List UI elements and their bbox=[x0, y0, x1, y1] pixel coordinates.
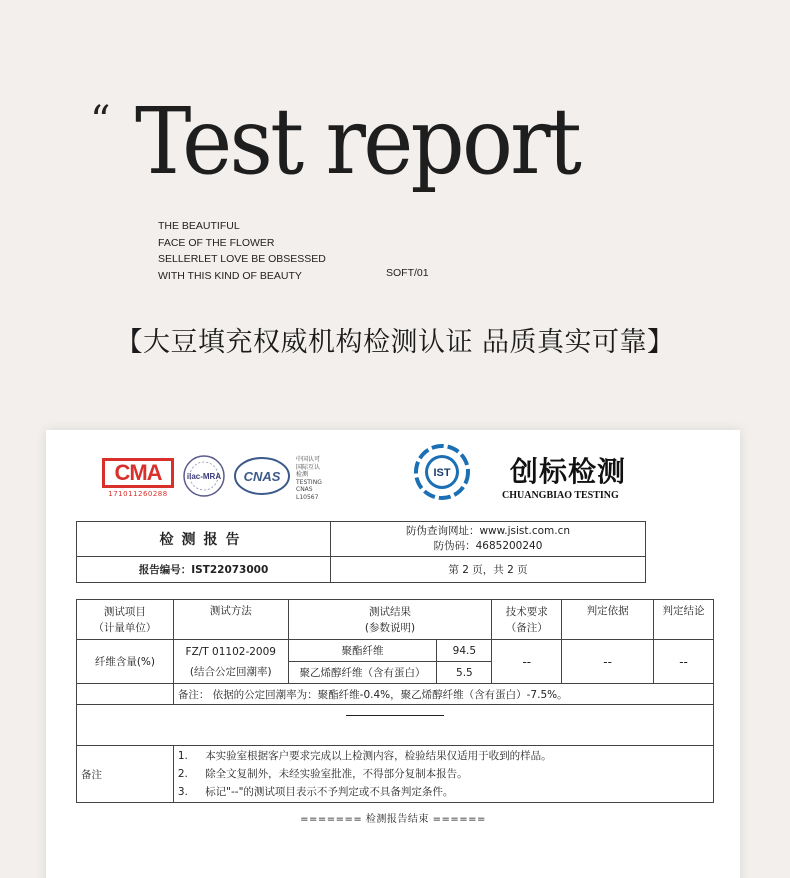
tagline-line: THE BEAUTIFUL bbox=[158, 220, 240, 232]
remarks-list bbox=[173, 746, 713, 803]
method-note: (结合公定回潮率) bbox=[189, 665, 272, 678]
fiber-value: 94.5 bbox=[437, 640, 492, 662]
table-header-row bbox=[77, 600, 714, 640]
quote-mark: “ bbox=[90, 98, 105, 144]
requirement-cell: -- bbox=[492, 640, 562, 684]
report-title: 检测报告 bbox=[77, 522, 331, 557]
remarks-label: 备注 bbox=[77, 746, 174, 803]
cma-mark: CMA bbox=[102, 458, 174, 488]
conclusion-cell: -- bbox=[654, 640, 714, 684]
cnas-caption-line: 国际互认 bbox=[296, 463, 321, 471]
ist-logo bbox=[414, 444, 470, 500]
page-indicator: 第 2 页，共 2 页 bbox=[331, 557, 646, 583]
remarks-row bbox=[77, 746, 714, 803]
header-conclusion: 判定结论 bbox=[654, 600, 714, 640]
cma-number: 171011260288 bbox=[108, 490, 168, 498]
blank-divider bbox=[346, 715, 444, 716]
report-header-table bbox=[76, 521, 646, 583]
header-item bbox=[77, 600, 174, 640]
header-item-label: 测试项目 bbox=[103, 605, 146, 618]
header-result bbox=[288, 600, 492, 640]
remark-item bbox=[174, 747, 713, 765]
fiber-name: 聚酯纤维 bbox=[288, 640, 437, 662]
cnas-logo bbox=[233, 456, 291, 496]
report-paper bbox=[46, 430, 740, 878]
remark-number: 2. bbox=[177, 768, 188, 780]
cnas-text: CNAS bbox=[243, 469, 281, 484]
item-cell: 纤维含量(%) bbox=[77, 640, 174, 684]
cnas-caption-line: 检测 bbox=[296, 471, 309, 479]
header-method: 测试方法 bbox=[173, 600, 288, 640]
cnas-caption bbox=[296, 456, 322, 502]
table-row bbox=[77, 640, 714, 662]
note-spacer bbox=[77, 684, 174, 705]
hero-title: Test report bbox=[135, 88, 580, 195]
header-requirement-label: 技术要求 bbox=[505, 605, 548, 618]
anti-fake-url: 防伪查询网址：www.jsist.com.cn bbox=[405, 525, 571, 537]
cma-logo bbox=[102, 458, 174, 498]
header-item-unit: （计量单位） bbox=[93, 621, 157, 634]
remark-number: 3. bbox=[177, 786, 188, 798]
cnas-caption-line: TESTING bbox=[296, 478, 322, 486]
remark-item bbox=[174, 765, 713, 783]
soft-label: SOFT/01 bbox=[386, 267, 429, 279]
header-result-note: (参数说明) bbox=[364, 621, 416, 634]
moisture-note: 备注： 依据的公定回潮率为：聚酯纤维-0.4%，聚乙烯醇纤维（含有蛋白）-7.5%。 bbox=[173, 684, 713, 705]
fiber-value: 5.5 bbox=[437, 662, 492, 684]
fiber-name: 聚乙烯醇纤维（含有蛋白） bbox=[288, 662, 437, 684]
method-standard: FZ/T 01102-2009 bbox=[185, 645, 276, 658]
basis-cell: -- bbox=[562, 640, 654, 684]
ilac-mra-text: ilac-MRA bbox=[186, 472, 222, 481]
anti-fake-info bbox=[331, 522, 646, 557]
results-table bbox=[76, 599, 714, 803]
remark-text: 标记"--"的测试项目表示不予判定或不具备判定条件。 bbox=[205, 786, 454, 798]
cnas-caption-line: CNAS L10567 bbox=[296, 486, 319, 501]
brand-title: 创标检测 bbox=[510, 455, 627, 488]
brand-subtitle: CHUANGBIAO TESTING bbox=[502, 490, 619, 501]
header-requirement-note: （备注） bbox=[505, 621, 548, 634]
header-result-label: 测试结果 bbox=[369, 605, 411, 618]
tagline-line: FACE OF THE FLOWER bbox=[158, 236, 275, 249]
blank-row bbox=[77, 705, 714, 746]
remark-text: 本实验室根据客户要求完成以上检测内容，检验结果仅适用于收到的样品。 bbox=[205, 750, 552, 762]
report-number: 报告编号：IST22073000 bbox=[77, 557, 331, 583]
anti-fake-code: 防伪码：4685200240 bbox=[433, 540, 543, 552]
table-row bbox=[77, 705, 714, 746]
remark-item bbox=[174, 783, 713, 801]
remark-text: 除全文复制外，未经实验室批准，不得部分复制本报告。 bbox=[205, 768, 468, 780]
header-requirement bbox=[492, 600, 562, 640]
tagline-line: WITH THIS KIND OF BEAUTY bbox=[158, 269, 302, 282]
header-basis: 判定依据 bbox=[562, 600, 654, 640]
headline: 【大豆填充权威机构检测认证 品质真实可靠】 bbox=[115, 327, 675, 358]
remark-number: 1. bbox=[177, 750, 188, 762]
ist-text: IST bbox=[433, 467, 451, 479]
ilac-mra-logo bbox=[180, 454, 228, 498]
tagline bbox=[158, 218, 326, 284]
tagline-line: SELLERLET LOVE BE OBSESSED bbox=[158, 253, 326, 265]
report-end: ======= 检测报告结束 ====== bbox=[300, 814, 486, 825]
cnas-caption-line: 中国认可 bbox=[296, 456, 321, 463]
method-cell bbox=[173, 640, 288, 684]
table-row bbox=[77, 684, 714, 705]
